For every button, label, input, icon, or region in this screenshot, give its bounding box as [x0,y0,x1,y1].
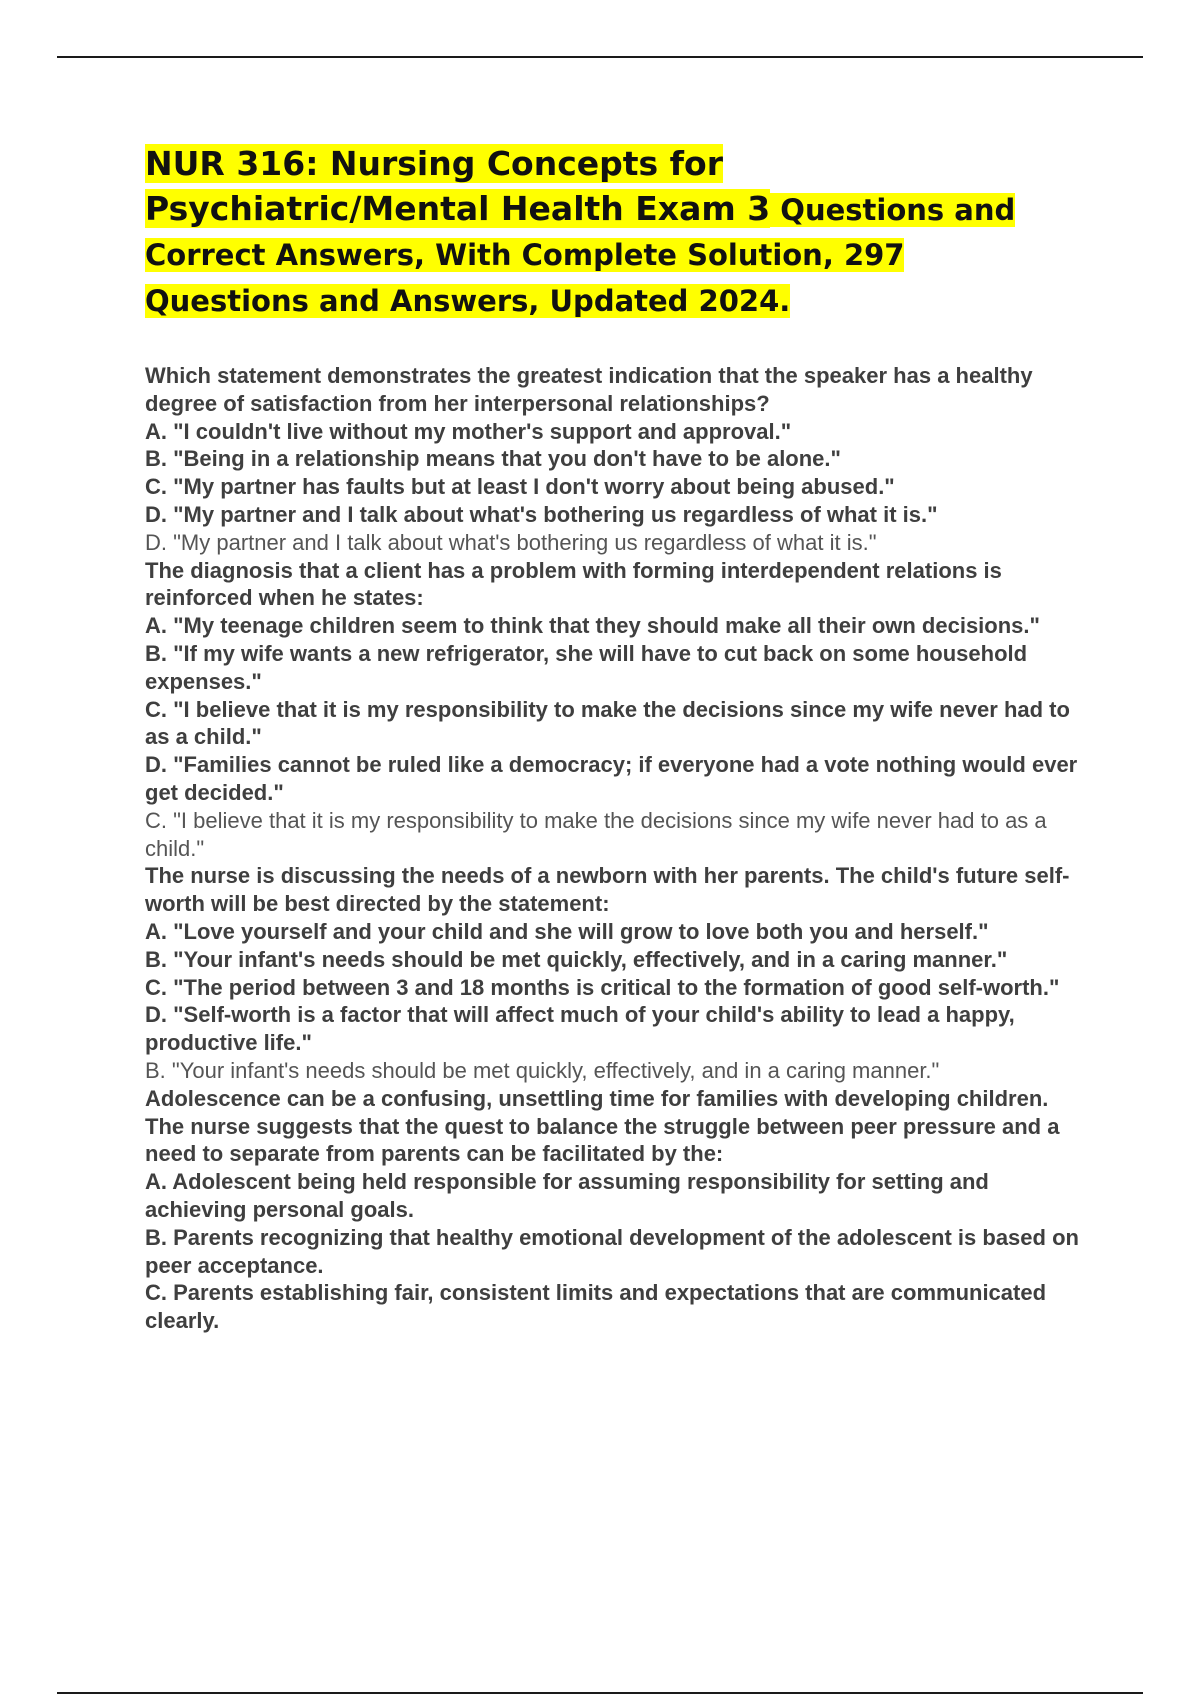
question-text: The diagnosis that a client has a problem with forming interdependent relations is reinforced when he states: [145,557,1002,611]
correct-answer: B. "Your infant's needs should be met quickly, effectively, and in a caring manner." [145,1057,940,1083]
answer-option: C. Parents establishing fair, consistent limits and expectations that are communicated clearly. [145,1280,1047,1334]
answer-option: B. "Your infant's needs should be met quickly, effectively, and in a caring manner." [145,946,1008,972]
document-title-main: NUR 316: Nursing Concepts for Psychiatric/Mental Health Exam 3 [145,144,771,228]
footer-rule [57,1692,1143,1694]
answer-option: A. "Love yourself and your child and she will grow to love both you and herself." [145,918,989,944]
question-text: Which statement demonstrates the greatest indication that the speaker has a healthy degree of satisfaction from her interpersonal relationships? [145,363,1033,416]
answer-option: D. "Families cannot be ruled like a democracy; if everyone had a vote nothing would ever get decided." [145,752,1078,805]
answer-option: D. "My partner and I talk about what's bothering us regardless of what it is." [145,501,938,527]
question-text: Adolescence can be a confusing, unsettling time for families with developing children. The nurse suggests that the quest to balance the struggle between peer pressure and a need to separate from parents can be facilitated by the: [145,1085,1060,1167]
answer-option: A. "I couldn't live without my mother's support and approval." [145,418,792,444]
answer-option: C. "My partner has faults but at least I don't worry about being abused." [145,474,895,500]
answer-option: B. "Being in a relationship means that you don't have to be alone." [145,446,841,472]
question-text: The nurse is discussing the needs of a newborn with her parents. The child's future self-worth will be best directed by the statement: [145,863,1070,917]
correct-answer: C. "I believe that it is my responsibility to make the decisions since my wife never had to as a child." [145,807,1047,861]
document-title-subtitle: Questions and Correct Answers, With Complete Solution, 297 Questions and Answers, Updated 2024. [145,192,1016,318]
answer-option: A. "My teenage children seem to think that they should make all their own decisions." [145,613,1040,639]
answer-option: C. "The period between 3 and 18 months is critical to the formation of good self-worth." [145,974,1060,1000]
answer-option: A. Adolescent being held responsible for assuming responsibility for setting and achieving personal goals. [145,1169,989,1222]
answer-option: D. "Self-worth is a factor that will affect much of your child's ability to lead a happy, productive life." [145,1002,1015,1056]
answer-option: B. Parents recognizing that healthy emotional development of the adolescent is based on peer acceptance. [145,1224,1079,1278]
answer-option: B. "If my wife wants a new refrigerator, she will have to cut back on some household expenses." [145,640,1028,694]
correct-answer: D. "My partner and I talk about what's bothering us regardless of what it is." [145,529,877,555]
header-rule [57,56,1143,58]
answer-option: C. "I believe that it is my responsibility to make the decisions since my wife never had to as a child." [145,696,1070,750]
document-title [145,142,1045,323]
question-list [145,362,1090,1335]
